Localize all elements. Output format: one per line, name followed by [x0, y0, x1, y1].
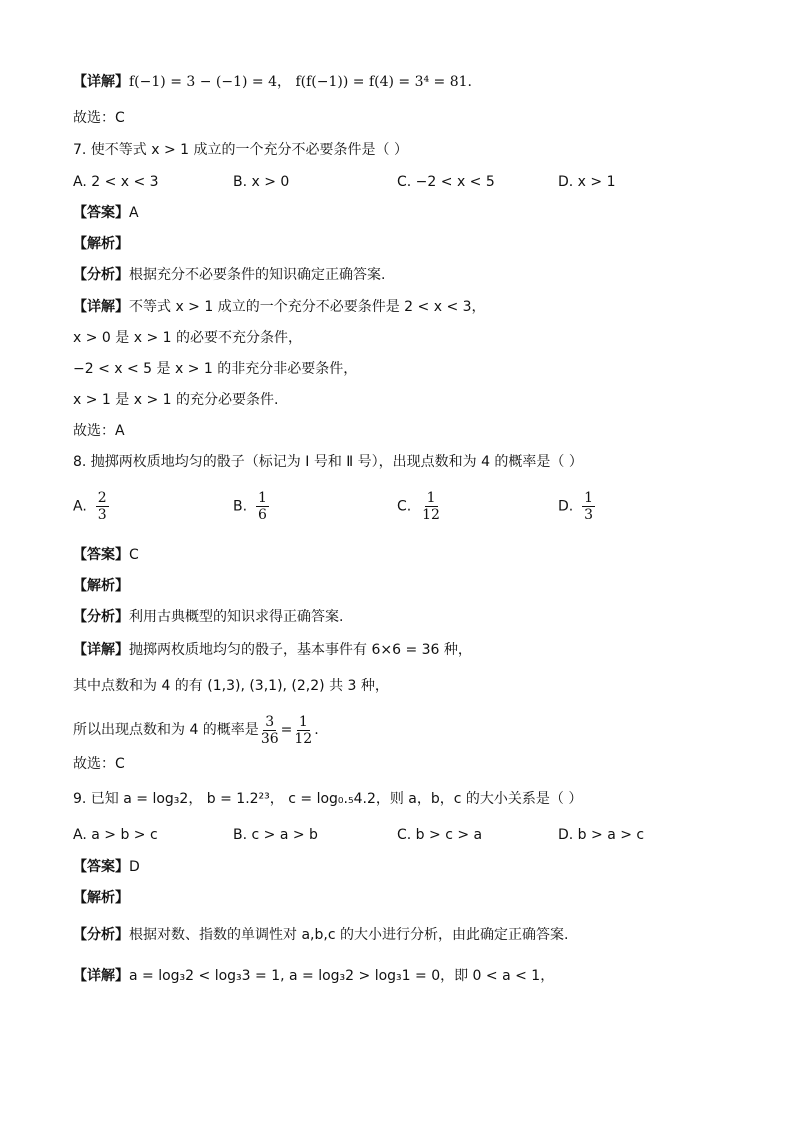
q9-detail: a = log₃2 < log₃3 = 1, a = log₃2 > log₃1 = 0，即 0 < a < 1， — [129, 968, 555, 984]
q8-analysis-label: 【解析】 — [73, 578, 129, 594]
detail-label: 【详解】 — [73, 968, 129, 984]
fraction: $\frac{1}{3}$ — [584, 490, 594, 523]
detail-label: 【详解】 — [73, 299, 129, 315]
q9-answer: D — [129, 859, 140, 875]
detail-label: 【详解】 — [73, 642, 129, 658]
q7-option-b: B. x > 0 — [233, 174, 290, 190]
q8-fenxi: 利用古典概型的知识求得正确答案. — [129, 609, 344, 625]
fraction: $\frac{2}{3}$ — [97, 490, 107, 523]
q8-choose: 故选：C — [73, 756, 125, 772]
q8-line-3: 所以出现点数和为 4 的概率是 $\frac{3}{36}$ = $\frac{1}{12}$ . — [73, 713, 319, 747]
q8-option-c: C. $\frac{1}{12}$ — [397, 490, 440, 523]
q8-stem: 8. 抛掷两枚质地均匀的骰子（标记为 Ⅰ 号和 Ⅱ 号），出现点数和为 4 的概率是（ ） — [73, 454, 583, 470]
q9-stem: 9. 已知 a = log₃2， b = 1.2²³， c = log₀.₅4.2，则 a，b，c 的大小关系是（ ） — [73, 791, 583, 807]
q9-option-b: B. c > a > b — [233, 827, 318, 843]
q8-detail-line — [73, 640, 472, 660]
answer-label: 【答案】 — [73, 547, 129, 563]
q9-option-d: D. b > a > c — [558, 827, 645, 843]
q7-fenxi: 根据充分不必要条件的知识确定正确答案. — [129, 267, 386, 283]
fraction: $\frac{1}{6}$ — [257, 490, 267, 523]
q9-analysis-label: 【解析】 — [73, 890, 129, 906]
fenxi-label: 【分析】 — [73, 267, 129, 283]
q8-option-d: D. $\frac{1}{3}$ — [558, 490, 594, 523]
q9-option-a: A. a > b > c — [73, 827, 158, 843]
q8-option-a: A. $\frac{2}{3}$ — [73, 490, 107, 523]
q7-option-a: A. 2 < x < 3 — [73, 174, 159, 190]
q7-fenxi-line — [73, 265, 385, 285]
q9-answer-line — [73, 857, 140, 877]
q7-option-d: D. x > 1 — [558, 174, 616, 190]
detail-math: f(−1) = 3 − (−1) = 4， f(f(−1)) = f(4) = 3⁴ = 81. — [129, 74, 472, 90]
q8-option-b: B. $\frac{1}{6}$ — [233, 490, 267, 523]
fraction: $\frac{3}{36}$ — [260, 713, 279, 747]
q8-detail: 抛掷两枚质地均匀的骰子，基本事件有 6×6 = 36 种， — [129, 642, 472, 658]
q7-choose: 故选：A — [73, 423, 125, 439]
q9-detail-line — [73, 966, 554, 986]
detail-line-1 — [73, 72, 472, 92]
q7-stem: 7. 使不等式 x > 1 成立的一个充分不必要条件是（ ） — [73, 142, 408, 158]
q8-answer-line — [73, 545, 139, 565]
answer-label: 【答案】 — [73, 205, 129, 221]
choose-line-1: 故选：C — [73, 110, 125, 126]
q7-line-3: −2 < x < 5 是 x > 1 的非充分非必要条件， — [73, 361, 358, 377]
answer-label: 【答案】 — [73, 859, 129, 875]
fraction: $\frac{1}{12}$ — [422, 490, 440, 523]
fenxi-label: 【分析】 — [73, 609, 129, 625]
q7-analysis-label: 【解析】 — [73, 236, 129, 252]
q7-answer: A — [129, 205, 139, 221]
q8-line-2: 其中点数和为 4 的有 (1,3), (3,1), (2,2) 共 3 种， — [73, 678, 389, 694]
fraction: $\frac{1}{12}$ — [294, 713, 313, 747]
q7-detail: 不等式 x > 1 成立的一个充分不必要条件是 2 < x < 3， — [129, 299, 486, 315]
q8-fenxi-line — [73, 607, 343, 627]
q7-line-4: x > 1 是 x > 1 的充分必要条件. — [73, 392, 279, 408]
q7-answer-line — [73, 203, 139, 223]
q9-option-c: C. b > c > a — [397, 827, 483, 843]
detail-label: 【详解】 — [73, 74, 129, 90]
q7-option-c: C. −2 < x < 5 — [397, 174, 495, 190]
q9-fenxi-line — [73, 925, 568, 945]
q9-fenxi: 根据对数、指数的单调性对 a,b,c 的大小进行分析，由此确定正确答案. — [129, 927, 569, 943]
fenxi-label: 【分析】 — [73, 927, 129, 943]
q8-answer: C — [129, 547, 139, 563]
q7-detail-line — [73, 297, 486, 317]
q7-line-2: x > 0 是 x > 1 的必要不充分条件， — [73, 330, 302, 346]
